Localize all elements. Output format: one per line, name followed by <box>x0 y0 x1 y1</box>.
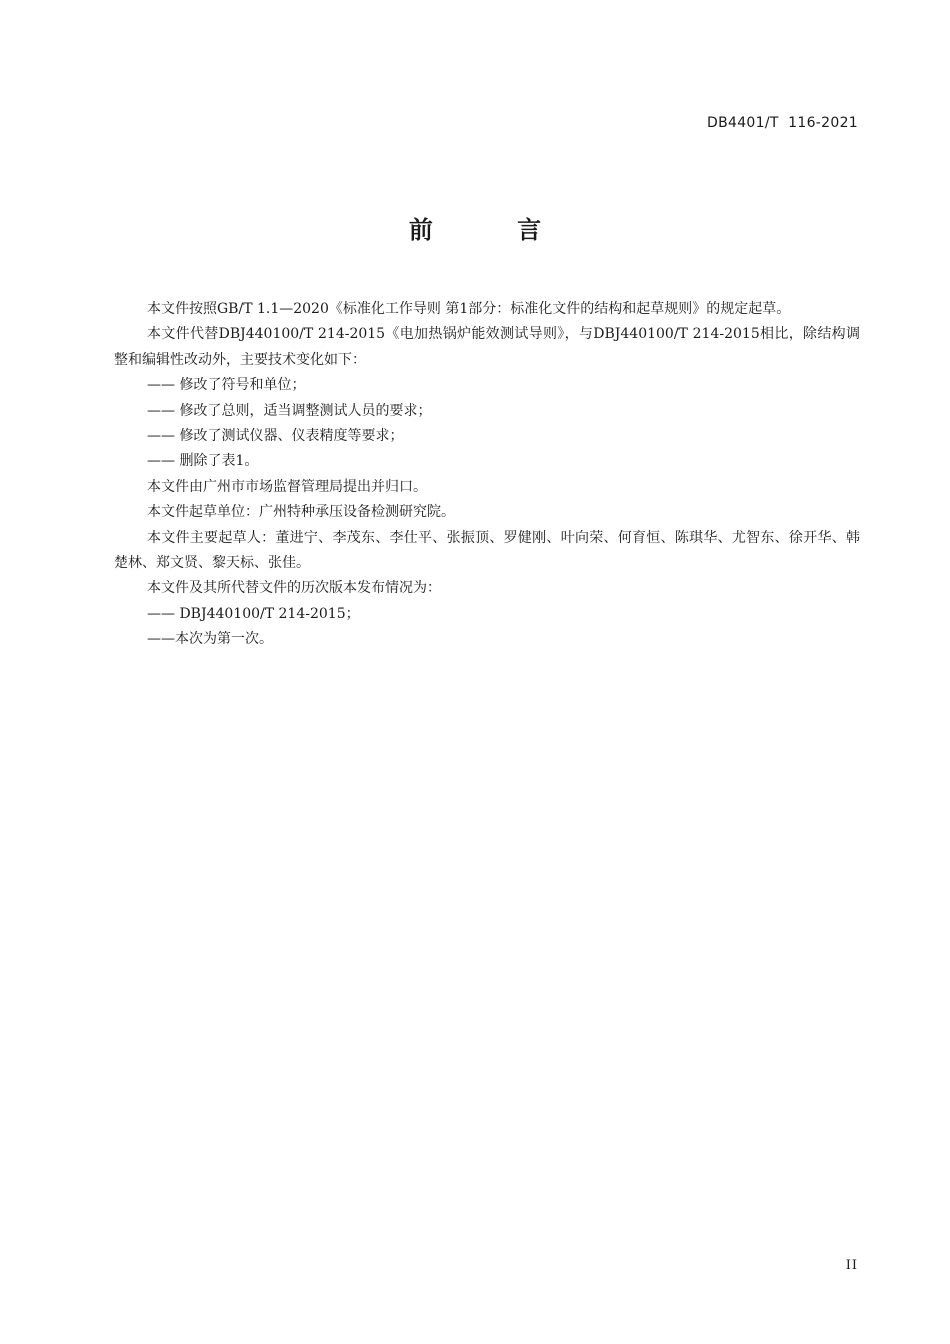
paragraph-drafters: 本文件主要起草人：董进宁、李茂东、李仕平、张振顶、罗健刚、叶向荣、何育恒、陈琪华、尤智东、徐开华、韩楚林、郑文贤、黎天标、张佳。 <box>114 529 860 572</box>
list-item-version: ——本次为第一次。 <box>147 631 273 648</box>
list-item-version: —— DBJ440100/T 214-2015； <box>147 605 360 622</box>
list-item-change: —— 删除了表1。 <box>147 453 259 470</box>
paragraph-replacement: 本文件代替DBJ440100/T 214-2015《电加热锅炉能效测试导则》，与DBJ440100/T 214-2015相比，除结构调整和编辑性改动外，主要技术变化如下： <box>114 326 860 368</box>
list-item-change: —— 修改了总则，适当调整测试人员的要求； <box>147 402 432 419</box>
page-number: II <box>845 1258 858 1273</box>
paragraph-proposer: 本文件由广州市市场监督管理局提出并归口。 <box>147 478 427 495</box>
foreword-body <box>114 297 860 653</box>
paragraph-version-history: 本文件及其所代替文件的历次版本发布情况为： <box>147 580 441 597</box>
paragraph-drafting-basis: 本文件按照GB/T 1.1—2020《标准化工作导则 第1部分：标准化文件的结构和起草规则》的规定起草。 <box>147 301 791 317</box>
page-title: 前 言 <box>408 216 580 244</box>
list-item-change: —— 修改了测试仪器、仪表精度等要求； <box>147 428 404 445</box>
paragraph-drafting-unit: 本文件起草单位：广州特种承压设备检测研究院。 <box>147 504 455 521</box>
document-code: DB4401/T 116-2021 <box>707 115 858 131</box>
list-item-change: —— 修改了符号和单位； <box>147 377 306 394</box>
